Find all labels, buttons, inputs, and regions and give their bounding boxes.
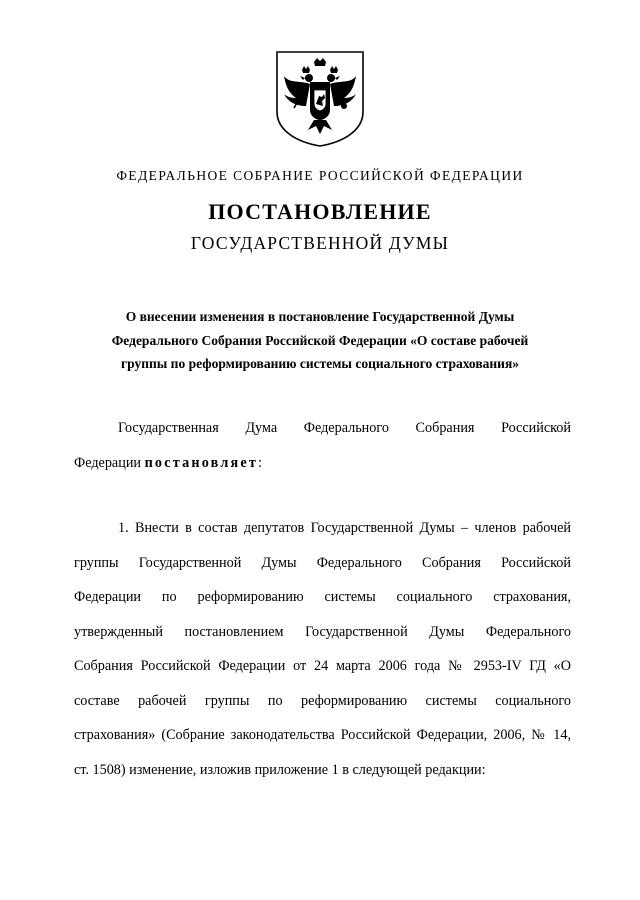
preamble-paragraph bbox=[74, 411, 571, 480]
paragraph-line: ст. 1508) изменение, изложив приложение 1 в следующей редакции: bbox=[74, 761, 486, 778]
paragraph-line bbox=[74, 446, 571, 481]
paragraph-line: Федерации по реформированию системы социального страхования, bbox=[74, 589, 571, 605]
paragraph-text: : bbox=[258, 454, 263, 471]
resolution-heading-line: группы по реформированию системы социального страхования» bbox=[121, 356, 519, 371]
russian-coat-of-arms-icon bbox=[274, 50, 366, 148]
issuing-body-subtitle: ГОСУДАРСТВЕННОЙ ДУМЫ bbox=[190, 233, 450, 253]
paragraph-line: составе рабочей группы по реформированию системы социального bbox=[74, 692, 571, 709]
paragraph-line: страхования» (Собрание законодательства Российской Федерации, 2006, № 14, bbox=[74, 727, 571, 743]
parliament-name: ФЕДЕРАЛЬНОЕ СОБРАНИЕ РОССИЙСКОЙ ФЕДЕРАЦИИ bbox=[116, 168, 524, 183]
clause-1-paragraph bbox=[74, 511, 571, 787]
paragraph-line: 1. Внести в состав депутатов Государственной Думы – членов рабочей bbox=[118, 520, 571, 536]
resolution-heading-line: О внесении изменения в постановление Государственной Думы bbox=[125, 309, 515, 324]
resolves-word: постановляет bbox=[144, 454, 259, 471]
paragraph-line: группы Государственной Думы Федерального Собрания Российской bbox=[74, 554, 571, 571]
resolution-heading-line: Федерального Собрания Российской Федерации «О составе рабочей bbox=[111, 332, 529, 348]
resolution-heading bbox=[70, 305, 570, 376]
paragraph-line: утвержденный постановлением Государственной Думы Федерального bbox=[74, 623, 571, 640]
paragraph-line: Собрания Российской Федерации от 24 марта 2006 года № 2953-IV ГД «О bbox=[74, 658, 571, 674]
paragraph-line: Государственная Дума Федерального Собрания Российской bbox=[118, 420, 571, 436]
paragraph-text: Федерации bbox=[74, 454, 145, 471]
document-type-title: ПОСТАНОВЛЕНИЕ bbox=[208, 199, 432, 224]
